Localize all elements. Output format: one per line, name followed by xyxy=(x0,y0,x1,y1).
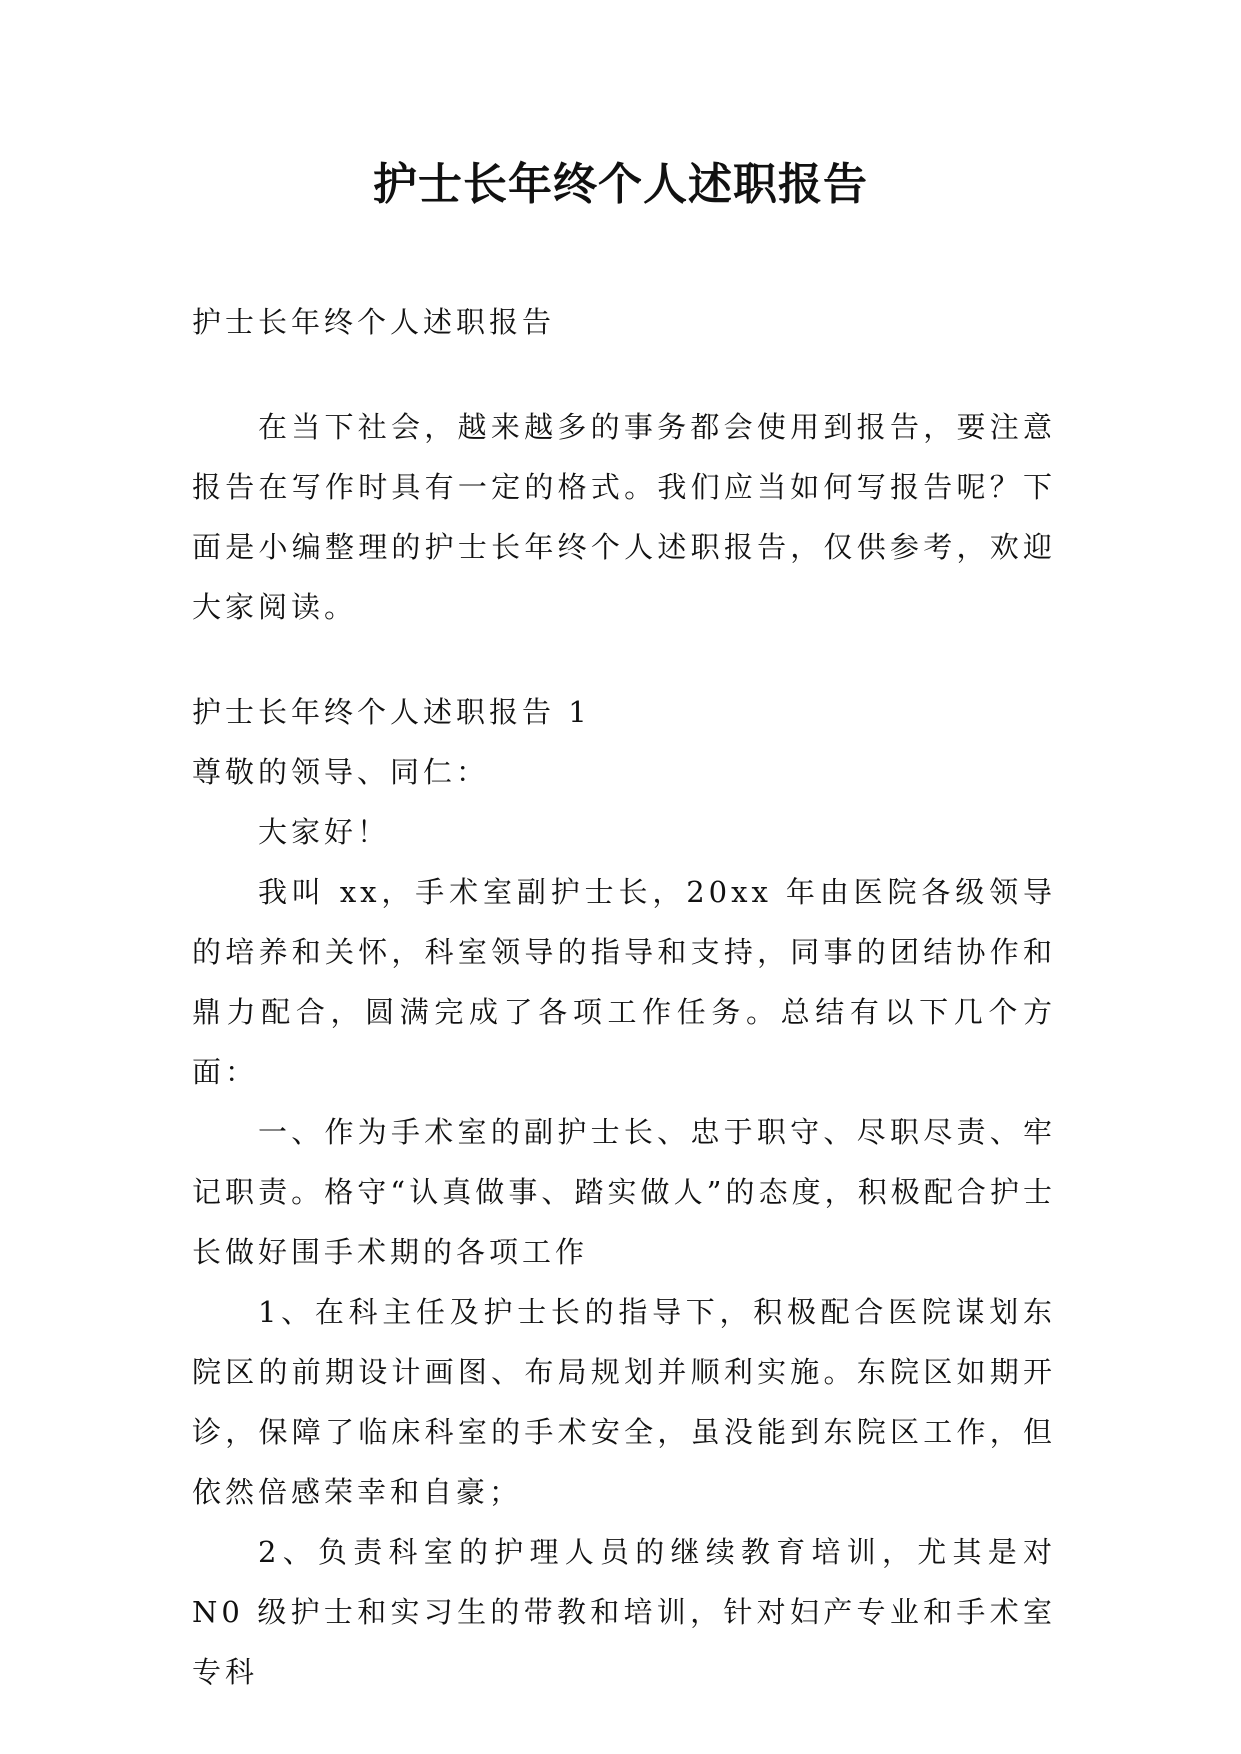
salutation: 尊敬的领导、同仁： xyxy=(192,755,490,789)
body-paragraph: 1、在科主任及护士长的指导下，积极配合医院谋划东院区的前期设计画图、布局规划并顺利实施。东院区如期开诊，保障了临床科室的手术安全，虽没能到东院区工作，但依然倍感荣幸和自豪； xyxy=(192,1295,1056,1509)
body-paragraph: 2、负责科室的护理人员的继续教育培训，尤其是对 N0 级护士和实习生的带教和培训，针对妇产专业和手术室专科 xyxy=(192,1535,1056,1689)
greeting: 大家好！ xyxy=(258,815,391,849)
body-paragraph: 我叫 xx，手术室副护士长，20xx 年由医院各级领导的培养和关怀，科室领导的指导和支持，同事的团结协作和鼎力配合，圆满完成了各项工作任务。总结有以下几个方面： xyxy=(192,875,1056,1089)
document-body xyxy=(192,292,1056,1702)
document-title: 护士长年终个人述职报告 xyxy=(373,159,868,210)
body-paragraph: 一、作为手术室的副护士长、忠于职守、尽职尽责、牢记职责。格守“认真做事、踏实做人”的态度，积极配合护士长做好围手术期的各项工作 xyxy=(192,1115,1056,1269)
document-subtitle: 护士长年终个人述职报告 xyxy=(192,305,556,339)
section-heading: 护士长年终个人述职报告 1 xyxy=(192,695,591,729)
intro-paragraph: 在当下社会，越来越多的事务都会使用到报告，要注意报告在写作时具有一定的格式。我们应当如何写报告呢？下面是小编整理的护士长年终个人述职报告，仅供参考，欢迎大家阅读。 xyxy=(192,410,1056,624)
